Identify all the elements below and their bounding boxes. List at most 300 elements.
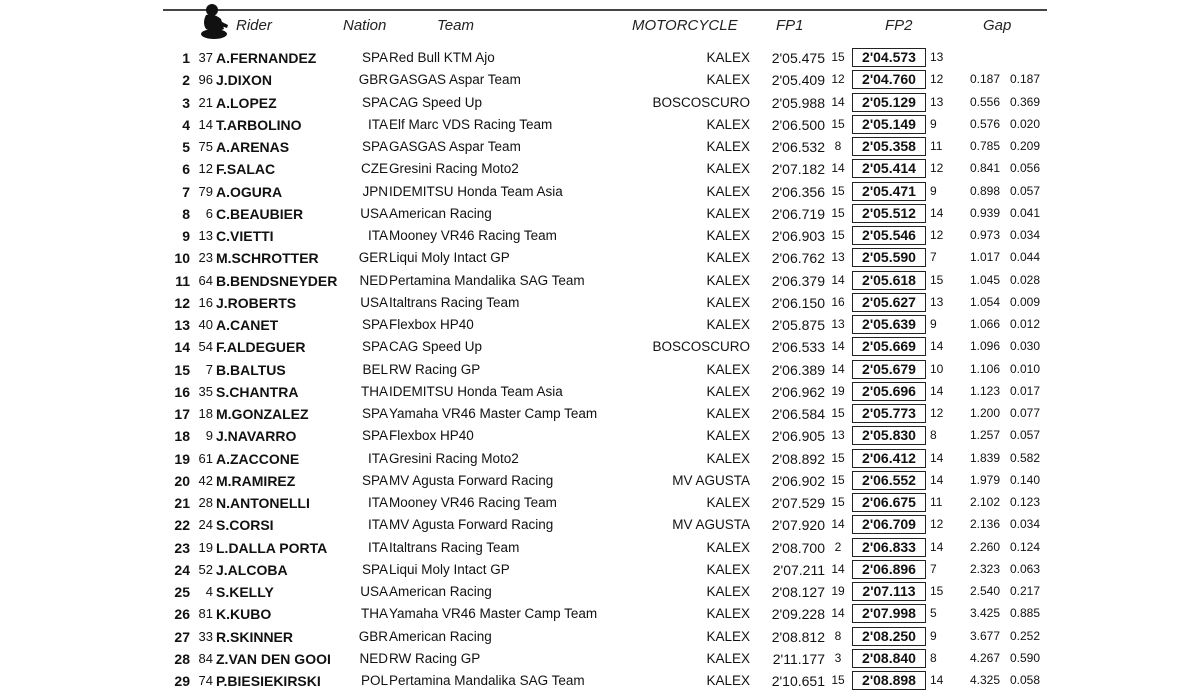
rider-motorcycle: KALEX <box>706 250 750 266</box>
fp1-lap: 16 <box>831 294 845 309</box>
rider-nation: CZE <box>361 161 388 177</box>
rider-nation: ITA <box>368 228 388 243</box>
fp2-lap: 8 <box>930 428 937 443</box>
fp1-time: 2'06.962 <box>771 383 825 400</box>
rider-number: 37 <box>198 50 213 65</box>
rider-position: 5 <box>182 139 190 155</box>
rider-position: 1 <box>182 50 190 66</box>
gap-to-previous: 0.252 <box>1009 628 1040 643</box>
fp2-lap: 9 <box>930 183 937 198</box>
gap-to-first: 1.200 <box>969 406 1000 420</box>
rider-name: M.RAMIREZ <box>216 472 296 489</box>
rider-position: 8 <box>182 205 190 222</box>
fp2-lap: 14 <box>930 539 944 554</box>
fp2-lap: 14 <box>930 450 944 465</box>
fp2-best-time: 2'05.830 <box>852 426 926 445</box>
motorcycle-rider-icon <box>194 1 234 41</box>
fp2-lap: 7 <box>930 250 937 265</box>
rider-position: 17 <box>174 406 190 422</box>
rider-position: 6 <box>182 161 190 178</box>
table-row <box>0 314 1200 336</box>
fp1-lap: 14 <box>831 517 845 532</box>
rider-team: Yamaha VR46 Master Camp Team <box>389 606 598 622</box>
fp2-lap: 12 <box>930 72 944 87</box>
rider-number: 28 <box>198 495 213 510</box>
fp1-time: 2'06.389 <box>771 361 825 378</box>
gap-to-previous: 0.123 <box>1009 495 1040 509</box>
rider-nation: SPA <box>361 50 388 65</box>
table-row <box>0 136 1200 158</box>
rider-motorcycle: KALEX <box>706 628 750 644</box>
gap-to-first: 2.260 <box>969 539 1000 554</box>
fp2-best-time: 2'06.709 <box>852 515 926 534</box>
rider-position: 10 <box>174 250 190 267</box>
rider-number: 81 <box>198 606 213 622</box>
rider-nation: SPA <box>361 406 388 421</box>
rider-team: Gresini Racing Moto2 <box>389 450 519 466</box>
gap-to-first: 3.425 <box>969 606 1000 621</box>
fp1-lap: 15 <box>831 50 845 64</box>
fp2-lap: 5 <box>930 606 937 621</box>
rider-name: A.OGURA <box>216 183 283 200</box>
gap-to-first: 0.841 <box>969 161 1000 176</box>
fp2-best-time: 2'05.696 <box>852 382 926 401</box>
table-row <box>0 203 1200 225</box>
fp1-lap: 15 <box>831 495 845 509</box>
rider-team: Italtrans Racing Team <box>389 294 520 310</box>
rider-team: Liqui Moly Intact GP <box>389 250 510 266</box>
rider-name: M.GONZALEZ <box>216 406 309 422</box>
fp1-lap: 15 <box>831 673 845 687</box>
rider-position: 19 <box>174 450 190 467</box>
rider-number: 19 <box>198 539 213 555</box>
rider-position: 4 <box>182 116 190 133</box>
table-row <box>0 225 1200 247</box>
table-row <box>0 425 1200 447</box>
gap-to-previous: 0.056 <box>1009 161 1040 176</box>
fp2-lap: 13 <box>930 94 944 109</box>
rider-name: Z.VAN DEN GOOI <box>216 650 331 667</box>
gap-to-previous: 0.034 <box>1009 228 1040 242</box>
rider-nation: ITA <box>368 539 388 555</box>
table-row <box>0 359 1200 381</box>
fp1-time: 2'06.903 <box>771 228 825 244</box>
gap-to-first: 0.973 <box>969 228 1000 242</box>
fp1-time: 2'06.762 <box>771 250 825 267</box>
gap-to-first: 1.123 <box>969 383 1000 398</box>
table-row <box>0 559 1200 581</box>
rider-number: 74 <box>198 673 213 688</box>
rider-motorcycle: KALEX <box>706 317 750 332</box>
rider-nation: JPN <box>362 183 388 199</box>
fp1-lap: 13 <box>831 317 845 331</box>
fp1-time: 2'05.988 <box>771 94 825 111</box>
rider-motorcycle: BOSCOSCURO <box>652 339 750 355</box>
rider-number: 42 <box>198 472 213 488</box>
rider-motorcycle: KALEX <box>706 673 750 688</box>
fp2-lap: 11 <box>930 495 943 509</box>
rider-position: 18 <box>174 428 190 445</box>
rider-motorcycle: KALEX <box>706 383 750 399</box>
rider-nation: ITA <box>368 495 388 510</box>
rider-name: F.SALAC <box>216 161 276 178</box>
gap-to-previous: 0.217 <box>1009 584 1040 598</box>
rider-number: 24 <box>198 517 213 533</box>
rider-nation: SPA <box>361 428 388 444</box>
table-row <box>0 670 1200 692</box>
rider-position: 9 <box>182 228 190 244</box>
fp1-time: 2'06.532 <box>771 139 825 155</box>
header-rider: Rider <box>236 17 272 34</box>
rider-team: Mooney VR46 Racing Team <box>389 495 557 510</box>
table-row <box>0 292 1200 314</box>
fp1-lap: 3 <box>834 650 842 665</box>
rider-motorcycle: MV AGUSTA <box>672 472 750 488</box>
fp2-lap: 13 <box>930 294 944 309</box>
rider-number: 35 <box>198 383 213 399</box>
fp2-lap: 9 <box>930 317 937 331</box>
fp2-best-time: 2'06.552 <box>852 471 926 490</box>
rider-team: CAG Speed Up <box>389 94 483 110</box>
rider-nation: SPA <box>361 139 388 154</box>
rider-nation: NED <box>359 272 388 288</box>
table-row <box>0 181 1200 203</box>
gap-to-first: 2.540 <box>969 584 1000 598</box>
gap-to-first: 0.939 <box>969 205 1000 220</box>
fp2-lap: 11 <box>930 139 943 153</box>
fp1-time: 2'05.409 <box>771 72 825 89</box>
fp2-best-time: 2'05.358 <box>852 137 926 156</box>
gap-to-first: 1.839 <box>969 450 1000 465</box>
rider-position: 24 <box>174 561 190 578</box>
gap-to-first: 0.898 <box>969 183 1000 198</box>
rider-team: American Racing <box>389 584 492 599</box>
table-row <box>0 247 1200 269</box>
fp2-best-time: 2'06.675 <box>852 493 926 512</box>
rider-nation: GBR <box>358 72 388 88</box>
rider-position: 21 <box>174 495 190 511</box>
fp2-best-time: 2'06.896 <box>852 560 926 579</box>
rider-motorcycle: KALEX <box>706 139 750 154</box>
rider-number: 54 <box>198 339 213 355</box>
gap-to-first: 3.677 <box>969 628 1000 643</box>
table-row <box>0 114 1200 136</box>
rider-number: 79 <box>198 183 213 199</box>
gap-to-first: 2.136 <box>969 517 1000 532</box>
table-row <box>0 492 1200 514</box>
rider-team: MV Agusta Forward Racing <box>389 472 554 488</box>
fp2-best-time: 2'05.149 <box>852 115 926 134</box>
gap-to-previous: 0.885 <box>1009 606 1040 621</box>
fp2-best-time: 2'04.760 <box>852 70 926 89</box>
rider-number: 21 <box>198 94 213 110</box>
fp1-lap: 8 <box>834 139 842 153</box>
gap-to-first: 0.785 <box>969 139 1000 153</box>
fp1-lap: 19 <box>831 383 845 398</box>
rider-name: C.BEAUBIER <box>216 205 304 222</box>
rider-team: American Racing <box>389 205 492 221</box>
rider-number: 33 <box>198 628 213 644</box>
rider-motorcycle: KALEX <box>706 428 750 444</box>
fp2-lap: 12 <box>930 161 944 176</box>
fp2-best-time: 2'05.639 <box>852 315 926 334</box>
gap-to-previous: 0.044 <box>1009 250 1040 265</box>
fp1-time: 2'10.651 <box>771 673 825 689</box>
rider-position: 27 <box>174 628 190 645</box>
fp1-time: 2'08.127 <box>771 584 825 600</box>
gap-to-first: 4.325 <box>969 673 1000 687</box>
header-team: Team <box>437 17 474 34</box>
fp2-lap: 12 <box>930 517 944 532</box>
rider-number: 64 <box>198 272 213 288</box>
gap-to-first: 1.045 <box>969 272 1000 287</box>
table-row <box>0 581 1200 603</box>
rider-team: RW Racing GP <box>389 361 481 377</box>
rider-nation: POL <box>360 673 388 688</box>
rider-position: 26 <box>174 606 190 623</box>
fp1-time: 2'06.719 <box>771 205 825 222</box>
gap-to-previous: 0.369 <box>1009 94 1040 109</box>
fp2-best-time: 2'04.573 <box>852 48 926 67</box>
fp2-lap: 9 <box>930 628 937 643</box>
gap-to-previous: 0.020 <box>1009 116 1040 131</box>
rider-nation: THA <box>361 606 388 622</box>
fp2-lap: 15 <box>930 272 944 287</box>
gap-to-previous: 0.058 <box>1009 673 1040 687</box>
fp1-time: 2'07.920 <box>771 517 825 534</box>
rider-number: 96 <box>198 72 213 88</box>
rider-team: Flexbox HP40 <box>389 317 474 332</box>
fp1-time: 2'08.700 <box>771 539 825 556</box>
fp1-time: 2'06.902 <box>771 472 825 489</box>
rider-number: 18 <box>198 406 213 421</box>
rider-position: 29 <box>174 673 190 689</box>
fp1-lap: 13 <box>831 250 845 265</box>
rider-motorcycle: KALEX <box>706 561 750 577</box>
rider-name: C.VIETTI <box>216 228 274 244</box>
rider-number: 61 <box>198 450 213 466</box>
fp2-lap: 14 <box>930 205 944 220</box>
table-row <box>0 381 1200 403</box>
gap-to-previous: 0.017 <box>1009 383 1040 398</box>
fp2-lap: 14 <box>930 339 944 354</box>
fp1-time: 2'05.875 <box>771 317 825 333</box>
rider-motorcycle: KALEX <box>706 72 750 88</box>
rider-name: P.BIESIEKIRSKI <box>216 673 321 689</box>
rider-nation: THA <box>361 383 388 399</box>
gap-to-previous: 0.057 <box>1009 183 1040 198</box>
rider-position: 12 <box>174 294 190 311</box>
rider-team: Elf Marc VDS Racing Team <box>389 116 553 132</box>
gap-to-previous: 0.057 <box>1009 428 1040 443</box>
fp1-lap: 8 <box>834 628 842 643</box>
fp1-time: 2'06.356 <box>771 183 825 200</box>
rider-name: R.SKINNER <box>216 628 294 645</box>
fp1-lap: 14 <box>831 161 845 176</box>
rider-motorcycle: KALEX <box>706 205 750 221</box>
fp1-lap: 14 <box>831 94 845 109</box>
rider-nation: USA <box>360 205 388 221</box>
fp1-lap: 15 <box>831 183 845 198</box>
rider-motorcycle: KALEX <box>706 495 750 510</box>
fp2-best-time: 2'08.250 <box>852 627 926 646</box>
table-row <box>0 92 1200 114</box>
rider-motorcycle: KALEX <box>706 272 750 288</box>
rider-nation: GER <box>358 250 388 266</box>
gap-to-previous: 0.590 <box>1009 650 1040 665</box>
table-row <box>0 336 1200 358</box>
table-row <box>0 537 1200 559</box>
rider-nation: ITA <box>368 517 388 533</box>
rider-name: S.KELLY <box>216 584 274 600</box>
fp1-lap: 12 <box>831 72 845 87</box>
rider-nation: ITA <box>368 450 388 466</box>
rider-name: B.BALTUS <box>216 361 286 378</box>
header-nation: Nation <box>343 17 387 34</box>
fp1-lap: 2 <box>834 539 842 554</box>
rider-position: 16 <box>174 383 190 400</box>
rider-nation: GBR <box>358 628 388 644</box>
rider-team: Yamaha VR46 Master Camp Team <box>389 406 598 421</box>
rider-position: 7 <box>182 183 190 200</box>
rider-number: 6 <box>205 205 213 221</box>
rider-nation: NED <box>359 650 388 666</box>
gap-to-previous: 0.009 <box>1009 294 1040 309</box>
rider-team: Pertamina Mandalika SAG Team <box>389 673 585 688</box>
rider-motorcycle: KALEX <box>706 361 750 377</box>
rider-number: 40 <box>198 317 213 332</box>
rider-name: F.ALDEGUER <box>216 339 306 356</box>
fp2-best-time: 2'08.898 <box>852 671 926 690</box>
fp2-best-time: 2'05.627 <box>852 293 926 312</box>
rider-team: GASGAS Aspar Team <box>389 72 521 88</box>
rider-position: 2 <box>182 72 190 89</box>
rider-number: 7 <box>205 361 213 377</box>
fp1-lap: 14 <box>831 606 845 621</box>
fp2-best-time: 2'05.590 <box>852 248 926 267</box>
rider-name: J.ALCOBA <box>216 561 288 578</box>
gap-to-previous: 0.187 <box>1009 72 1040 87</box>
rider-team: Pertamina Mandalika SAG Team <box>389 272 585 288</box>
gap-to-previous: 0.063 <box>1009 561 1040 576</box>
rider-team: Red Bull KTM Ajo <box>389 50 495 65</box>
fp1-lap: 15 <box>831 472 845 487</box>
rider-team: Italtrans Racing Team <box>389 539 520 555</box>
fp1-time: 2'06.533 <box>771 339 825 356</box>
fp1-time: 2'07.529 <box>771 495 825 511</box>
fp1-time: 2'06.905 <box>771 428 825 445</box>
fp2-lap: 7 <box>930 561 937 576</box>
rider-number: 16 <box>198 294 213 310</box>
rider-nation: SPA <box>361 94 388 110</box>
rider-position: 13 <box>174 317 190 333</box>
rider-nation: USA <box>360 584 388 599</box>
fp1-time: 2'09.228 <box>771 606 825 623</box>
rider-motorcycle: KALEX <box>706 584 750 599</box>
gap-to-first: 1.106 <box>969 361 1000 376</box>
table-row <box>0 270 1200 292</box>
rider-name: A.ARENAS <box>216 139 290 155</box>
rider-name: J.ROBERTS <box>216 294 297 311</box>
fp2-best-time: 2'05.546 <box>852 226 926 245</box>
rider-motorcycle: KALEX <box>706 183 750 199</box>
fp1-lap: 15 <box>831 406 845 420</box>
rider-team: CAG Speed Up <box>389 339 483 355</box>
rider-number: 4 <box>205 584 213 599</box>
rider-number: 75 <box>198 139 213 154</box>
rider-position: 23 <box>174 539 190 556</box>
rider-name: A.FERNANDEZ <box>216 50 317 66</box>
rider-name: N.ANTONELLI <box>216 495 310 511</box>
fp2-lap: 14 <box>930 472 944 487</box>
rider-motorcycle: MV AGUSTA <box>672 517 750 533</box>
fp1-time: 2'05.475 <box>771 50 825 66</box>
gap-to-first: 1.096 <box>969 339 1000 354</box>
fp2-best-time: 2'06.833 <box>852 538 926 557</box>
gap-to-previous: 0.030 <box>1009 339 1040 354</box>
fp2-lap: 9 <box>930 116 937 131</box>
header-fp2: FP2 <box>885 17 913 34</box>
fp2-best-time: 2'05.129 <box>852 93 926 112</box>
fp1-lap: 19 <box>831 584 845 598</box>
rider-team: IDEMITSU Honda Team Asia <box>389 383 563 399</box>
gap-to-previous: 0.041 <box>1009 205 1040 220</box>
rider-name: K.KUBO <box>216 606 272 623</box>
gap-to-first: 4.267 <box>969 650 1000 665</box>
rider-name: S.CORSI <box>216 517 274 534</box>
fp2-best-time: 2'08.840 <box>852 649 926 668</box>
table-row <box>0 158 1200 180</box>
gap-to-first: 0.556 <box>969 94 1000 109</box>
rider-name: A.LOPEZ <box>216 94 277 111</box>
rider-name: J.NAVARRO <box>216 428 297 445</box>
rider-team: American Racing <box>389 628 492 644</box>
fp2-best-time: 2'05.512 <box>852 204 926 223</box>
rider-name: J.DIXON <box>216 72 273 89</box>
rider-team: Gresini Racing Moto2 <box>389 161 519 177</box>
gap-to-previous: 0.077 <box>1009 406 1040 420</box>
gap-to-first: 1.054 <box>969 294 1000 309</box>
gap-to-previous: 0.140 <box>1009 472 1040 487</box>
fp2-lap: 13 <box>930 50 944 64</box>
gap-to-first: 2.102 <box>969 495 1000 509</box>
rider-position: 28 <box>174 650 190 667</box>
rider-position: 3 <box>182 94 190 111</box>
fp1-time: 2'08.892 <box>771 450 825 467</box>
gap-to-first: 1.257 <box>969 428 1000 443</box>
fp1-lap: 15 <box>831 205 845 220</box>
rider-nation: BEL <box>362 361 388 377</box>
rider-team: Liqui Moly Intact GP <box>389 561 510 577</box>
fp2-lap: 8 <box>930 650 937 665</box>
fp1-lap: 13 <box>831 428 845 443</box>
rider-number: 23 <box>198 250 213 266</box>
table-row <box>0 403 1200 425</box>
rider-name: L.DALLA PORTA <box>216 539 328 556</box>
fp2-best-time: 2'05.679 <box>852 360 926 379</box>
fp2-best-time: 2'07.998 <box>852 604 926 623</box>
fp1-time: 2'06.584 <box>771 406 825 422</box>
fp1-time: 2'06.150 <box>771 294 825 311</box>
rider-name: M.SCHROTTER <box>216 250 319 267</box>
rider-motorcycle: KALEX <box>706 228 750 243</box>
rider-motorcycle: KALEX <box>706 294 750 310</box>
rider-position: 14 <box>174 339 190 356</box>
fp2-best-time: 2'05.669 <box>852 337 926 356</box>
table-row <box>0 514 1200 536</box>
fp2-best-time: 2'07.113 <box>852 582 926 601</box>
rider-nation: SPA <box>361 339 388 355</box>
